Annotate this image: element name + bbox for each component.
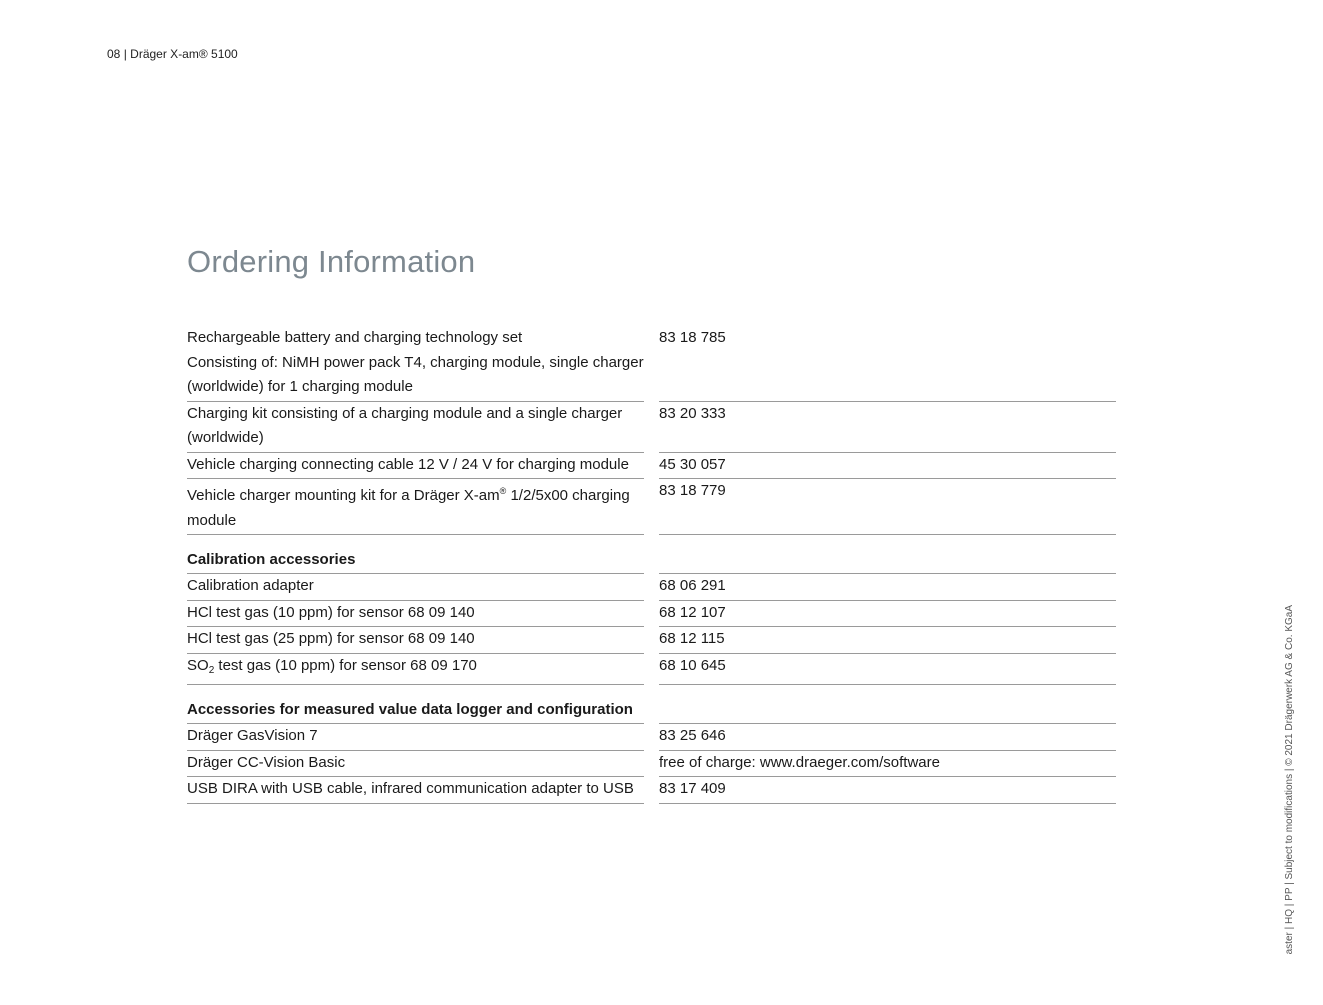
text-part: SO — [187, 656, 209, 674]
section-heading-spacer — [659, 548, 1116, 574]
table-row — [187, 453, 1117, 480]
item-description: Dräger CC-Vision Basic — [187, 751, 644, 778]
table-row — [187, 777, 1117, 804]
item-description: Charging kit consisting of a charging module and a single charger (worldwide) — [187, 402, 644, 453]
section-heading: Accessories for measured value data logger and configuration — [187, 698, 644, 724]
item-description — [187, 326, 644, 402]
item-description: USB DIRA with USB cable, infrared communication adapter to USB — [187, 777, 644, 804]
page-number: 08 — [107, 47, 121, 61]
section-heading-row — [187, 548, 1117, 574]
item-description — [187, 654, 644, 686]
product-name: Dräger X-am® 5100 — [130, 47, 238, 61]
ordering-table — [187, 326, 1117, 804]
section-heading: Calibration accessories — [187, 548, 644, 574]
text-part: 1/2/5x00 charging module — [187, 487, 630, 529]
section-heading-row — [187, 698, 1117, 724]
order-number: 45 30 057 — [659, 453, 1116, 480]
order-number: 83 18 779 — [659, 479, 1116, 535]
table-row — [187, 574, 1117, 601]
order-number: free of charge: www.draeger.com/software — [659, 751, 1116, 778]
page-header — [107, 47, 238, 61]
text-part: test gas (10 ppm) for sensor 68 09 170 — [214, 656, 477, 674]
item-description-line: Rechargeable battery and charging technology set — [187, 329, 523, 346]
item-description: HCl test gas (25 ppm) for sensor 68 09 140 — [187, 627, 644, 654]
table-row — [187, 724, 1117, 751]
registered-mark: ® — [499, 486, 507, 496]
order-number: 83 20 333 — [659, 402, 1116, 453]
item-description: Vehicle charging connecting cable 12 V / 24 V for charging module — [187, 453, 644, 480]
order-number: 83 17 409 — [659, 777, 1116, 804]
order-number: 68 06 291 — [659, 574, 1116, 601]
item-description: HCl test gas (10 ppm) for sensor 68 09 140 — [187, 601, 644, 628]
table-row — [187, 751, 1117, 778]
item-description: Dräger GasVision 7 — [187, 724, 644, 751]
table-row — [187, 627, 1117, 654]
table-row — [187, 601, 1117, 628]
section-heading-spacer — [659, 698, 1116, 724]
header-separator: | — [123, 47, 127, 61]
order-number: 83 25 646 — [659, 724, 1116, 751]
order-number: 68 12 107 — [659, 601, 1116, 628]
vertical-footer: aster | HQ | PP | Subject to modifications | © 2021 Drägerwerk AG & Co. KGaA — [1284, 605, 1295, 955]
order-number: 68 10 645 — [659, 654, 1116, 686]
table-row — [187, 402, 1117, 453]
order-number: 83 18 785 — [659, 326, 1116, 402]
table-row — [187, 479, 1117, 535]
page-title: Ordering Information — [187, 244, 476, 279]
subscript: 2 — [208, 664, 215, 676]
text-part: Vehicle charger mounting kit for a Dräger X-am — [187, 487, 500, 504]
order-number: 68 12 115 — [659, 627, 1116, 654]
item-description — [187, 479, 644, 535]
table-row — [187, 326, 1117, 402]
item-description: Calibration adapter — [187, 574, 644, 601]
table-row — [187, 654, 1117, 686]
item-description-line: Consisting of: NiMH power pack T4, charging module, single charger (worldwide) for 1 charging module — [187, 353, 644, 395]
